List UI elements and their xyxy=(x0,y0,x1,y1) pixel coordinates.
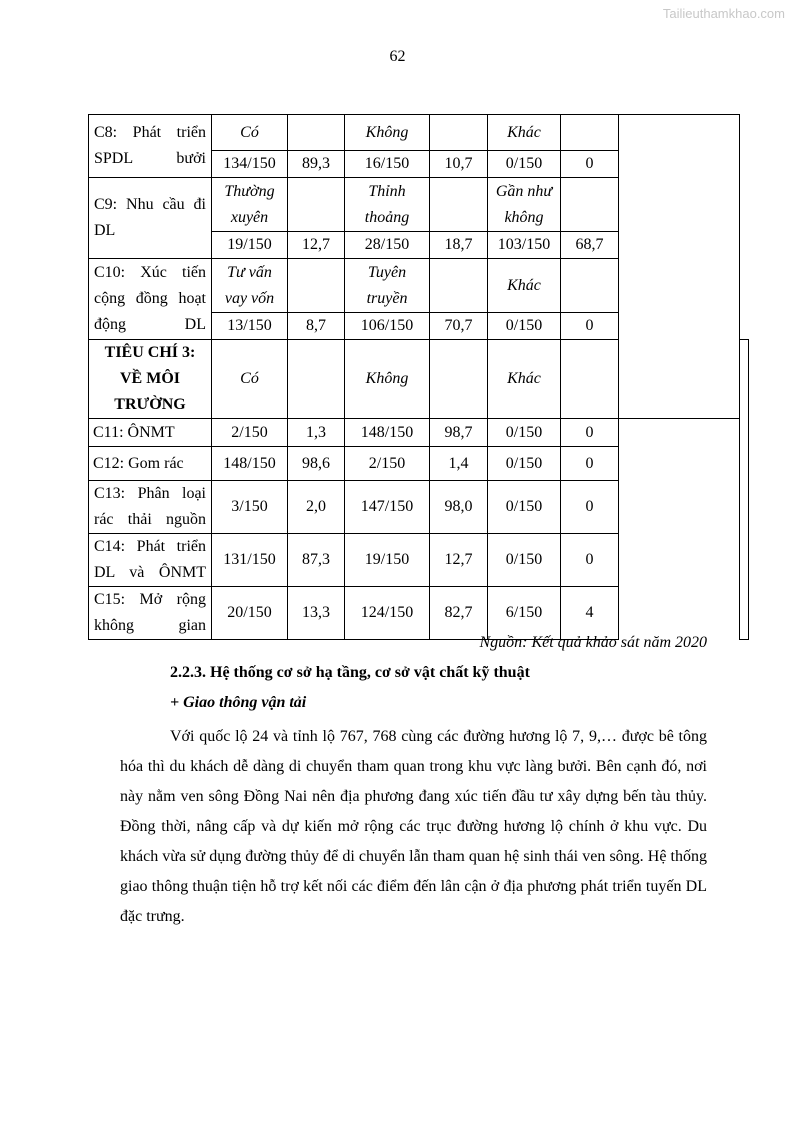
table-cell: 89,3 xyxy=(288,151,345,178)
table-cell: 13/150 xyxy=(212,313,288,340)
table-cell: 0 xyxy=(561,151,619,178)
table-cell: 20/150 xyxy=(212,587,288,640)
table-cell: 98,0 xyxy=(430,481,488,534)
table-row xyxy=(89,115,749,151)
option-label: Thỉnh thoảng xyxy=(345,178,430,232)
table-cell: 98,6 xyxy=(288,447,345,481)
table-cell: 0/150 xyxy=(488,419,561,447)
table-cell: 131/150 xyxy=(212,534,288,587)
option-label: Khác xyxy=(488,259,561,313)
page-number: 62 xyxy=(389,48,406,65)
table-cell: 18,7 xyxy=(430,232,488,259)
source-note: Nguồn: Kết quả khảo sát năm 2020 xyxy=(479,634,707,651)
table-cell: 2/150 xyxy=(212,419,288,447)
table-row xyxy=(89,587,749,640)
table-row xyxy=(89,481,749,534)
table-cell: 4 xyxy=(561,587,619,640)
table-cell: 103/150 xyxy=(488,232,561,259)
table-cell: 2/150 xyxy=(345,447,430,481)
option-label: Gần như không xyxy=(488,178,561,232)
option-label: Thường xuyên xyxy=(212,178,288,232)
table-row xyxy=(89,419,749,447)
option-label: Khác xyxy=(488,340,561,419)
table-cell: 148/150 xyxy=(212,447,288,481)
criterion-c11: C11: ÔNMT xyxy=(89,419,212,447)
table-cell: 0/150 xyxy=(488,534,561,587)
option-label: Có xyxy=(212,115,288,151)
table-cell: 148/150 xyxy=(345,419,430,447)
table-cell: 147/150 xyxy=(345,481,430,534)
option-label: Tuyên truyền xyxy=(345,259,430,313)
criterion-c12: C12: Gom rác xyxy=(89,447,212,481)
table-cell: 134/150 xyxy=(212,151,288,178)
survey-table xyxy=(88,114,749,640)
subheading: + Giao thông vận tải xyxy=(170,694,307,711)
option-label: Không xyxy=(345,340,430,419)
table-cell: 0 xyxy=(561,481,619,534)
table-cell: 12,7 xyxy=(288,232,345,259)
criterion-c10: C10: Xúc tiến cộng đồng hoạt động DL xyxy=(89,259,212,340)
table-cell: 16/150 xyxy=(345,151,430,178)
option-label: Khác xyxy=(488,115,561,151)
table-cell: 3/150 xyxy=(212,481,288,534)
section-title: TIÊU CHÍ 3: VỀ MÔI TRƯỜNG xyxy=(89,340,212,419)
table-row xyxy=(89,534,749,587)
table-cell: 98,7 xyxy=(430,419,488,447)
criterion-c8: C8: Phát triển SPDL bưởi xyxy=(89,115,212,178)
table-cell: 6/150 xyxy=(488,587,561,640)
table-cell: 0/150 xyxy=(488,313,561,340)
table-cell: 82,7 xyxy=(430,587,488,640)
table-cell: 19/150 xyxy=(345,534,430,587)
table-cell: 13,3 xyxy=(288,587,345,640)
criterion-c14: C14: Phát triển DL và ÔNMT xyxy=(89,534,212,587)
table-cell: 19/150 xyxy=(212,232,288,259)
section-heading: 2.2.3. Hệ thống cơ sở hạ tầng, cơ sở vật chất kỹ thuật xyxy=(170,664,530,681)
table-cell: 124/150 xyxy=(345,587,430,640)
table-cell: 68,7 xyxy=(561,232,619,259)
table-cell: 8,7 xyxy=(288,313,345,340)
survey-table-body xyxy=(89,115,749,640)
table-cell: 12,7 xyxy=(430,534,488,587)
table-cell: 10,7 xyxy=(430,151,488,178)
remarks-cell xyxy=(740,340,749,640)
table-cell: 2,0 xyxy=(288,481,345,534)
table-cell: 70,7 xyxy=(430,313,488,340)
criterion-c13: C13: Phân loại rác thải nguồn xyxy=(89,481,212,534)
table-row xyxy=(89,447,749,481)
table-cell: 28/150 xyxy=(345,232,430,259)
table-cell: 0/150 xyxy=(488,151,561,178)
table-cell: 1,4 xyxy=(430,447,488,481)
criterion-c15: C15: Mở rộng không gian xyxy=(89,587,212,640)
table-cell: 0 xyxy=(561,534,619,587)
table-cell: 1,3 xyxy=(288,419,345,447)
table-cell: 0/150 xyxy=(488,447,561,481)
table-cell: 0 xyxy=(561,447,619,481)
option-label: Không xyxy=(345,115,430,151)
remarks-cell xyxy=(619,115,740,419)
watermark: Tailieuthamkhao.com xyxy=(662,6,785,21)
table-cell: 87,3 xyxy=(288,534,345,587)
table-cell: 0 xyxy=(561,419,619,447)
body-paragraph: Với quốc lộ 24 và tỉnh lộ 767, 768 cùng các đường hương lộ 7, 9,… được bê tông hóa thì du khách dễ dàng di chuyển tham quan trong khu vực làng bưởi. Bên cạnh đó, nơi này nằm ven sông Đồng Nai nên địa phương đang xúc tiến đầu tư xây dựng bến tàu thủy. Đồng thời, nâng cấp và dự kiến mở rộng các trục đường hương lộ chính ở khu vực. Du khách vừa sử dụng đường thủy để di chuyển lẫn tham quan hệ sinh thái ven sông. Hệ thống giao thông thuận tiện hỗ trợ kết nối các điểm đến lân cận ở địa phương phát triển tuyến DL đặc trưng. xyxy=(120,728,707,925)
table-cell: 0 xyxy=(561,313,619,340)
option-label: Có xyxy=(212,340,288,419)
option-label: Tư vấn vay vốn xyxy=(212,259,288,313)
table-cell: 0/150 xyxy=(488,481,561,534)
table-cell: 106/150 xyxy=(345,313,430,340)
criterion-c9: C9: Nhu cầu đi DL xyxy=(89,178,212,259)
